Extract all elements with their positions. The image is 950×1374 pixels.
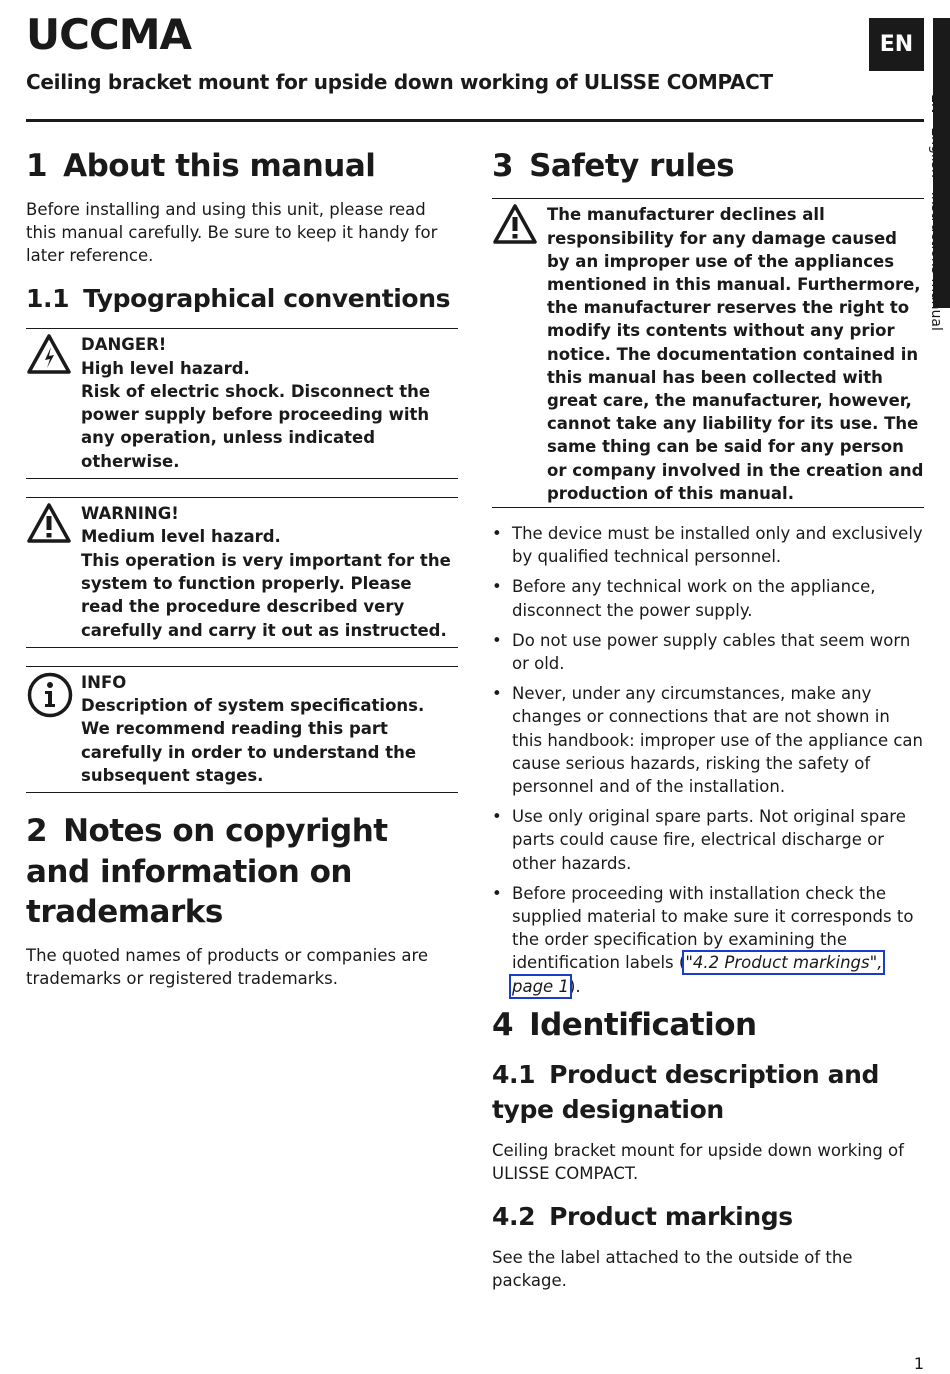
safety-warning-text: The manufacturer declines all responsibility for any damage caused by an improper use of the appliances mentioned in this manual. Furthermore, the manufacturer reserves the right to modify its contents without any prior notice. The documentation contained in this manual has been collected with great care, the manufacturer, however, cannot take any liability for its use. The same thing can be said for any person or company involved in the creation and production of this manual. [547, 205, 924, 503]
header-divider [26, 119, 924, 122]
warning-icon [492, 203, 547, 505]
subsection-heading-typographical [26, 281, 458, 316]
product-markings-paragraph: See the label attached to the outside of the package. [492, 1248, 853, 1291]
info-notice [26, 666, 458, 793]
product-markings-link[interactable]: "4.2 Product markings", page 1 [512, 953, 883, 996]
danger-notice [26, 328, 458, 479]
list-item: • The device must be installed only and exclusively by qualified technical personnel. [492, 523, 923, 567]
subsection-title: Typographical conventions [83, 284, 451, 314]
warning-icon [26, 502, 81, 642]
notice-text: Risk of electric shock. Disconnect the power supply before proceeding with any operation, unless indicated otherwise. [81, 381, 431, 471]
section-heading-about [26, 146, 458, 186]
side-tab-label: EN - English - Instructions manual [928, 94, 944, 331]
document-title: UCCMA [26, 10, 192, 59]
notice-level: High level hazard. [81, 358, 250, 378]
subsection-title: Product description and type designation [492, 1060, 879, 1125]
section-heading-identification [492, 1005, 924, 1045]
section-title: Notes on copyright and information on trademarks [26, 813, 388, 930]
section-title: Identification [529, 1006, 757, 1043]
left-column [26, 146, 458, 1000]
section-number: 3 [492, 148, 514, 184]
subsection-number: 4.1 [492, 1060, 536, 1090]
notice-text: This operation is very important for the system to function properly. Please read the procedure described very carefully and carry it out as instructed. [81, 550, 451, 640]
notice-label: DANGER! [81, 335, 167, 355]
section-number: 2 [26, 813, 48, 850]
list-item: • Use only original spare parts. Not original spare parts could cause fire, electrical discharge or other hazards. [492, 807, 906, 873]
list-item: • Before proceeding with installation check the supplied material to make sure it corresponds to the order specification by examining the identification labels ("4.2 Product markings", page 1). [492, 883, 914, 996]
safety-rules-list [492, 522, 924, 998]
safety-warning-box [492, 198, 924, 508]
right-column [492, 146, 924, 1302]
notice-label: INFO [81, 672, 127, 692]
page-number: 1 [913, 1354, 924, 1373]
subsection-number: 4.2 [492, 1202, 536, 1232]
section-title: Safety rules [529, 148, 735, 184]
section-heading-copyright [26, 811, 458, 932]
about-paragraph: Before installing and using this unit, please read this manual carefully. Be sure to keep it handy for later reference. [26, 200, 438, 266]
notice-label: WARNING! [81, 504, 179, 524]
section-title: About this manual [63, 148, 376, 184]
language-badge: EN [869, 18, 924, 71]
product-description-paragraph: Ceiling bracket mount for upside down working of ULISSE COMPACT. [492, 1141, 904, 1184]
list-item: • Do not use power supply cables that seem worn or old. [492, 630, 911, 673]
section-number: 4 [492, 1006, 514, 1043]
document-subtitle: Ceiling bracket mount for upside down working of ULISSE COMPACT [26, 70, 773, 94]
info-icon [26, 671, 81, 787]
list-item: • Never, under any circumstances, make any changes or connections that are not shown in this handbook: improper use of the appliance can cause serious hazards, risking the safety of personnel and of the installation. [492, 684, 924, 796]
warning-notice [26, 497, 458, 648]
electric-hazard-icon [26, 333, 81, 473]
list-item: • Before any technical work on the appliance, disconnect the power supply. [492, 577, 876, 620]
subsection-title: Product markings [549, 1202, 793, 1232]
subsection-number: 1.1 [26, 284, 70, 314]
notice-text: We recommend reading this part carefully in order to understand the subsequent stages. [81, 719, 417, 786]
copyright-paragraph: The quoted names of products or companies are trademarks or registered trademarks. [26, 946, 429, 989]
section-heading-safety [492, 146, 924, 186]
section-number: 1 [26, 148, 48, 184]
subsection-heading-product-description [492, 1057, 924, 1127]
notice-level: Description of system specifications. [81, 696, 425, 716]
notice-level: Medium level hazard. [81, 527, 281, 547]
subsection-heading-product-markings [492, 1199, 924, 1234]
